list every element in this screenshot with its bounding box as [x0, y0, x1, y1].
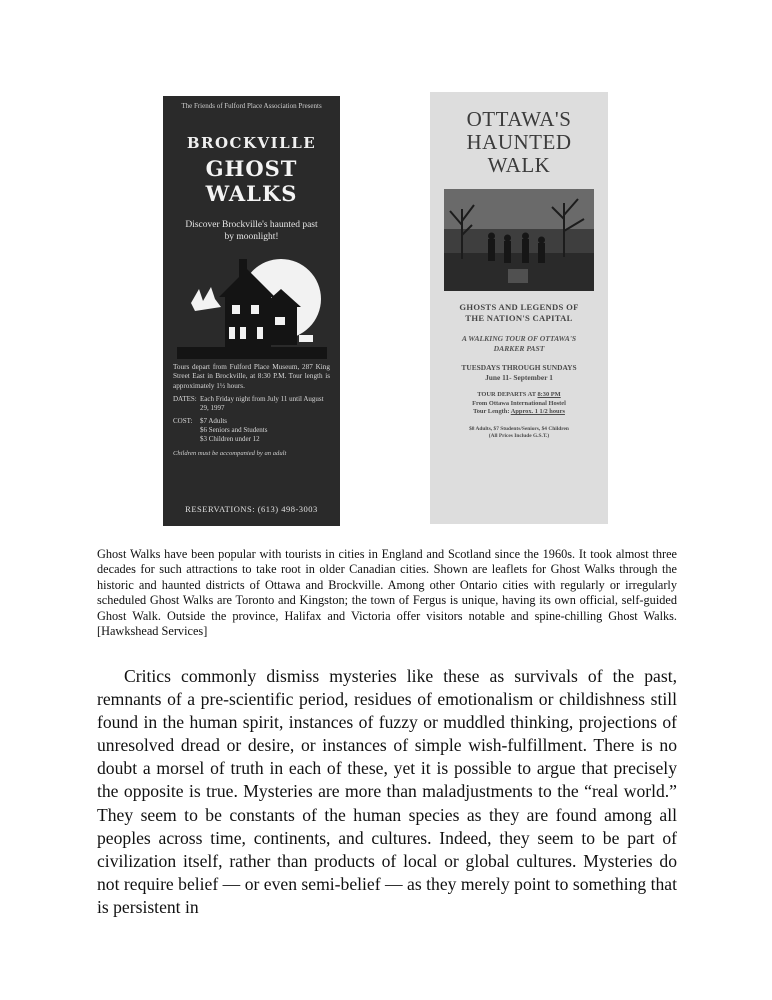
- brockville-ghost-walks-leaflet: [163, 96, 340, 526]
- body-paragraph: Critics commonly dismiss mysteries like these as survivals of the past, remnants of a pre-scientific period, residues of emotionalism or childishness still found in the human spirit, instances of fuzzy or muddled thinking, projections of unresolved dread or desire, or instances of simple wish-fulfillment. There is no doubt a morsel of truth in each of these, yet it is possible to argue that precisely the opposite is true. Mysteries are more than maladjustments to the “real world.” They seem to be constants of the human species as they are found among all peoples across time, continents, and cultures. Indeed, they seem to be part of civilization itself, rather than products of local or global cultures. Mysteries do not require belief — or even semi-belief — as they merely point to something that is persistent in: [97, 666, 677, 917]
- dates-value: Each Friday night from July 11 until August 29, 1997: [200, 394, 324, 412]
- walk-group-photo: [444, 189, 594, 291]
- cost-label: COST:: [173, 416, 193, 425]
- cost-line: $3 Children under 12: [200, 434, 260, 443]
- schedule-days: TUESDAYS THROUGH SUNDAYS: [461, 363, 577, 372]
- leaflet-brand-main: GHOST WALKS: [205, 156, 298, 206]
- leaflet-prices: [436, 426, 602, 440]
- prices-note: (All Prices Include G.S.T.): [488, 432, 550, 439]
- ottawa-haunted-walk-leaflet: [430, 92, 608, 524]
- tour-line: A WALKING TOUR OF OTTAWA'S: [461, 334, 577, 343]
- leaflet-brand-top: BROCKVILLE: [186, 134, 317, 152]
- leaflet-cost: [170, 417, 333, 444]
- depart-time: 8:30 PM: [537, 391, 561, 398]
- prices-line: $8 Adults, $7 Students/Seniors, $4 Children: [469, 425, 569, 432]
- leaflet-reservations: RESERVATIONS: (613) 498-3003: [185, 504, 318, 514]
- leaflet-schedule: [436, 363, 602, 382]
- length-value: Approx. 1 1/2 hours: [510, 408, 565, 415]
- title-line: WALK: [487, 153, 551, 177]
- leaflet-presenter: The Friends of Fulford Place Association Presents: [181, 102, 322, 110]
- depart-prefix: TOUR DEPARTS AT: [477, 391, 538, 398]
- depart-location: From Ottawa International Hostel: [472, 399, 566, 407]
- leaflet-tour-details: Tours depart from Fulford Place Museum, 287 King Street East in Brockville, at 8:30 P.M. Tour length is approximately 1½ hours.: [173, 363, 330, 390]
- leaflet-tagline: Discover Brockville's haunted past by moonlight!: [185, 220, 318, 242]
- tour-line: DARKER PAST: [493, 344, 545, 353]
- subtitle-line: THE NATION'S CAPITAL: [465, 313, 573, 323]
- dates-label: DATES:: [173, 394, 197, 403]
- cost-line: $7 Adults: [200, 416, 228, 425]
- schedule-dates: June 11- September 1: [485, 372, 553, 382]
- figure-caption: Ghost Walks have been popular with tourists in cities in England and Scotland since the 1960s. It took almost three decades for such attractions to take root in older Canadian cities. Shown are leaflets for Ghost Walks through the historic and haunted districts of Ottawa and Brockville. Among other Ontario cities with regularly or irregularly scheduled Ghost Walks are Toronto and Kingston; the town of Fergus is unique, having its own official, self-guided Ghost Walk. Outside the province, Halifax and Victoria offer visitors notable and spine-chilling Ghost Walks. [Hawkshead Services]: [97, 547, 677, 639]
- leaflet-departure: [436, 391, 602, 417]
- leaflet-subtitle: [436, 302, 602, 324]
- subtitle-line: GHOSTS AND LEGENDS OF: [459, 302, 579, 312]
- cost-line: $6 Seniors and Students: [200, 425, 268, 434]
- leaflet-tour-heading: [436, 334, 602, 354]
- haunted-house-illustration: [177, 249, 327, 359]
- leaflet-dates: [170, 395, 333, 413]
- leaflet-title: [436, 108, 602, 177]
- title-line: OTTAWA'S: [466, 107, 572, 131]
- title-line: HAUNTED: [466, 130, 572, 154]
- leaflet-note: Children must be accompanied by an adult: [173, 449, 287, 457]
- length-prefix: Tour Length:: [473, 408, 511, 415]
